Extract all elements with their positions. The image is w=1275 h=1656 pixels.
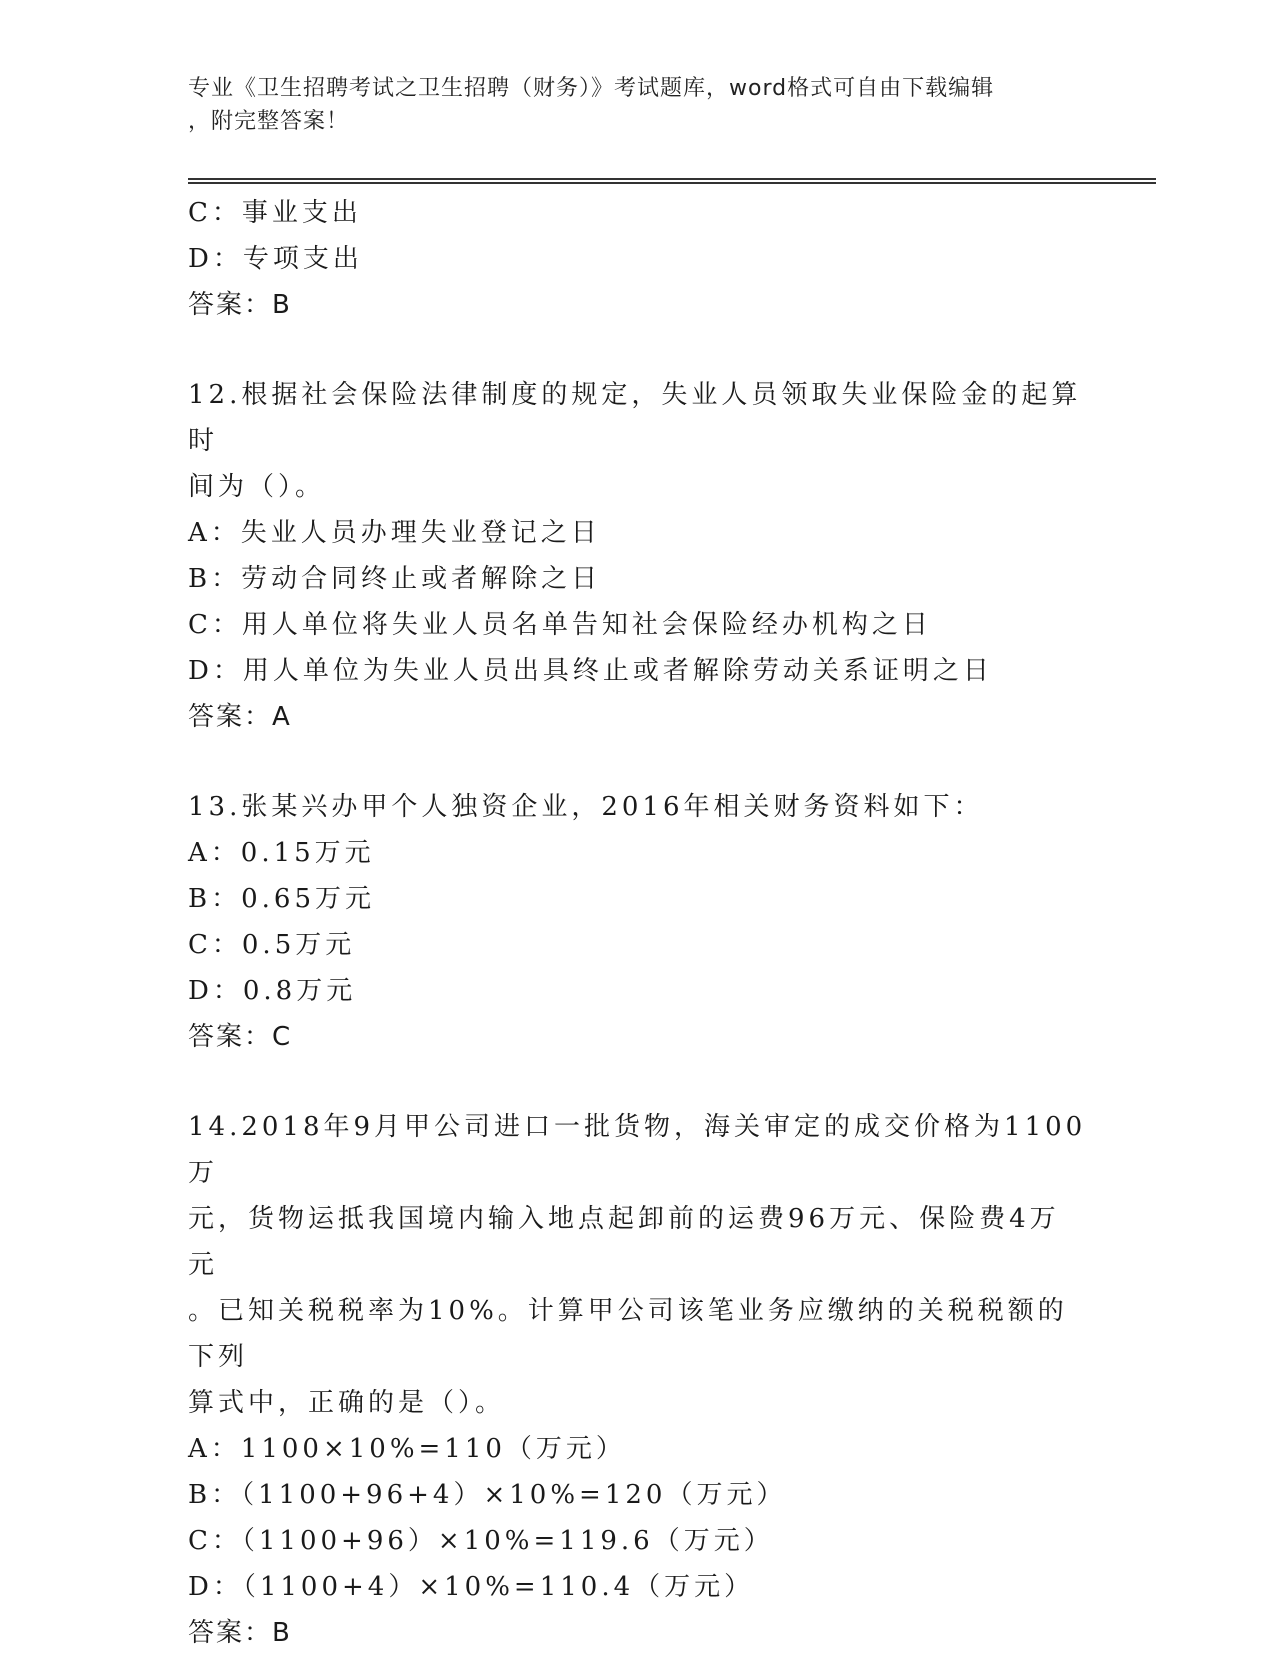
question-stem-line: 13.张某兴办甲个人独资企业，2016年相关财务资料如下： bbox=[188, 792, 984, 822]
option-d: D：专项支出 bbox=[188, 244, 363, 274]
question-stem-line: 12.根据社会保险法律制度的规定，失业人员领取失业保险金的起算时 bbox=[188, 380, 1082, 456]
option-c: C：用人单位将失业人员名单告知社会保险经办机构之日 bbox=[188, 610, 932, 640]
spacer bbox=[188, 1060, 1088, 1104]
question-13 bbox=[188, 784, 1088, 1060]
question-stem-line: 。已知关税税率为10%。计算甲公司该笔业务应缴纳的关税税额的下列 bbox=[188, 1296, 1068, 1372]
option-d: D：（1100+4）×10%=110.4（万元） bbox=[188, 1572, 755, 1602]
question-14 bbox=[188, 1104, 1088, 1656]
answer-label: 答案：B bbox=[188, 1618, 292, 1648]
option-a: A：失业人员办理失业登记之日 bbox=[188, 518, 601, 548]
spacer bbox=[188, 328, 1088, 372]
option-c: C：0.5万元 bbox=[188, 930, 356, 960]
option-d: D：0.8万元 bbox=[188, 976, 357, 1006]
option-a: A：1100×10%=110（万元） bbox=[188, 1434, 626, 1464]
question-stem-line: 元，货物运抵我国境内输入地点起卸前的运费96万元、保险费4万元 bbox=[188, 1204, 1060, 1280]
option-c: C：（1100+96）×10%=119.6（万元） bbox=[188, 1526, 774, 1556]
option-b: B：劳动合同终止或者解除之日 bbox=[188, 564, 602, 594]
option-a: A：0.15万元 bbox=[188, 838, 375, 868]
question-stem-line: 间为（）。 bbox=[188, 472, 326, 502]
question-stem-line: 14.2018年9月甲公司进口一批货物，海关审定的成交价格为1100万 bbox=[188, 1112, 1087, 1188]
question-12 bbox=[188, 372, 1088, 740]
option-c: C：事业支出 bbox=[188, 198, 362, 228]
option-b: B：（1100+96+4）×10%=120（万元） bbox=[188, 1480, 787, 1510]
answer-label: 答案：B bbox=[188, 290, 292, 320]
header-line-2: ，附完整答案！ bbox=[188, 109, 350, 134]
question-stem-line: 算式中，正确的是（）。 bbox=[188, 1388, 506, 1418]
header-line-1: 专业《卫生招聘考试之卫生招聘（财务）》考试题库，word格式可自由下载编辑 bbox=[188, 76, 995, 101]
answer-label: 答案：A bbox=[188, 702, 292, 732]
document-header bbox=[188, 72, 1068, 138]
header-divider-bottom bbox=[188, 182, 1156, 184]
answer-label: 答案：C bbox=[188, 1022, 293, 1052]
option-b: B：0.65万元 bbox=[188, 884, 375, 914]
spacer bbox=[188, 740, 1088, 784]
option-d: D：用人单位为失业人员出具终止或者解除劳动关系证明之日 bbox=[188, 656, 993, 686]
header-divider-top bbox=[188, 178, 1156, 180]
question-11 bbox=[188, 190, 1088, 328]
question-list bbox=[188, 190, 1088, 1656]
